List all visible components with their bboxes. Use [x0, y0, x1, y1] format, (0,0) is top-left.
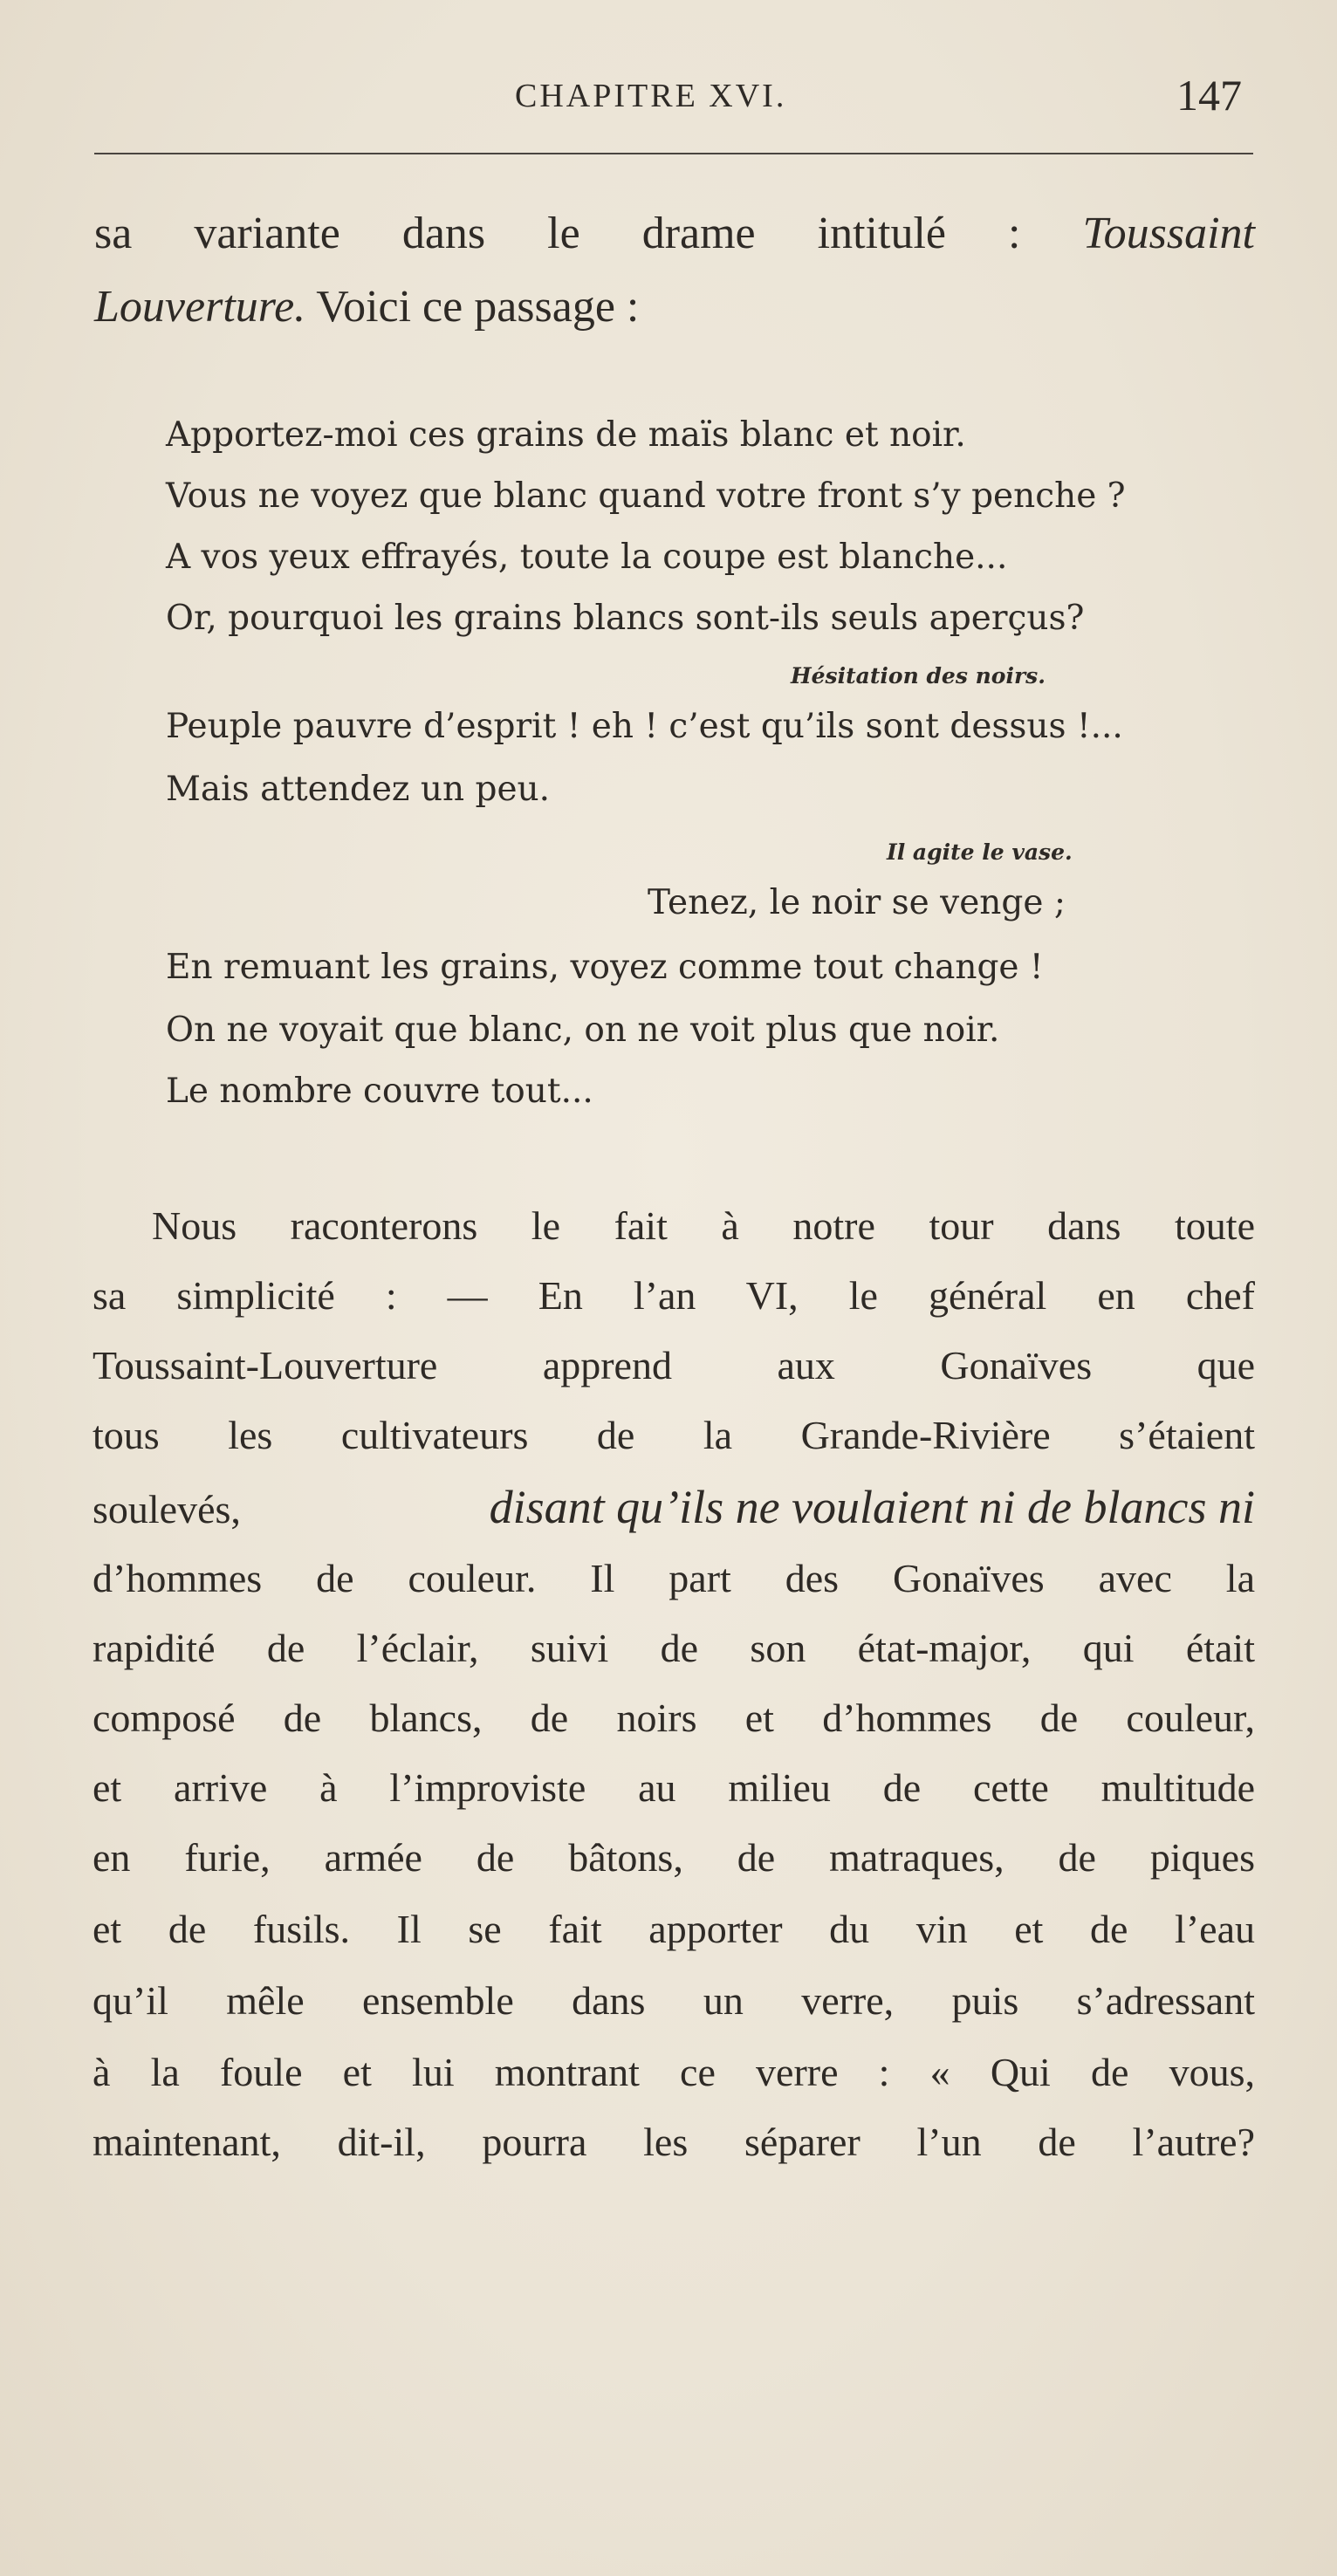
paragraph-line-11: et de fusils. Il se fait apporter du vin et de l’eau	[93, 1907, 1255, 1951]
intro-word: le	[547, 209, 580, 258]
paragraph-line-10: en furie, armée de bâtons, de matraques, de piques	[93, 1835, 1255, 1880]
page-number: 147	[1176, 71, 1242, 120]
verse-line-9: On ne voyait que blanc, on ne voit plus que noir.	[166, 1011, 1000, 1050]
intro-word: intitulé	[817, 209, 946, 258]
paragraph-line-12: qu’il mêle ensemble dans un verre, puis s’adressant	[93, 1978, 1255, 2023]
intro-title-italic: Toussaint	[1082, 209, 1255, 258]
intro-line-2-rest: Voici ce passage :	[316, 282, 640, 332]
intro-title-italic-2: Louverture.	[94, 282, 306, 332]
verse-line-6: Mais attendez un peu.	[166, 770, 551, 809]
verse-line-5: Peuple pauvre d’esprit ! eh ! c’est qu’ils sont dessus !...	[166, 707, 1123, 746]
verse-line-2: Vous ne voyez que blanc quand votre front s’y penche ?	[166, 476, 1126, 516]
verse-line-7: Tenez, le noir se venge ;	[648, 883, 1066, 922]
intro-word: dans	[401, 209, 486, 258]
paragraph-line-1: Nous raconterons le fait à notre tour dans toute	[152, 1203, 1255, 1248]
verse-line-10: Le nombre couvre tout...	[166, 1072, 593, 1111]
paragraph-line-8: composé de blancs, de noirs et d’hommes de couleur,	[93, 1696, 1255, 1740]
verse-line-3: A vos yeux effrayés, toute la coupe est blanche...	[166, 538, 1008, 577]
verse-line-1: Apportez-moi ces grains de maïs blanc et noir.	[166, 415, 966, 455]
paragraph-line-6: d’hommes de couleur. Il part des Gonaïves avec la	[93, 1556, 1255, 1600]
stage-direction-1: Hésitation des noirs.	[791, 663, 1046, 689]
paragraph-line-4: tous les cultivateurs de la Grande-Rivière s’étaient	[93, 1413, 1255, 1457]
intro-word: drame	[641, 209, 756, 258]
paragraph-line-9: et arrive à l’improviste au milieu de cette multitude	[93, 1765, 1255, 1810]
intro-word: :	[1008, 209, 1021, 258]
intro-line-2	[94, 281, 639, 332]
paragraph-line-5-roman: soulevés,	[93, 1487, 241, 1531]
paragraph-line-2: sa simplicité : — En l’an VI, le général en chef	[93, 1273, 1255, 1318]
paragraph-line-3: Toussaint-Louverture apprend aux Gonaïves que	[93, 1343, 1255, 1387]
intro-word: variante	[194, 209, 340, 258]
intro-word: sa	[94, 209, 133, 258]
paragraph-line-13: à la foule et lui montrant ce verre : « Qui de vous,	[93, 2050, 1255, 2094]
paragraph-line-5-italic: disant qu’ils ne voulaient ni de blancs ni	[489, 1481, 1255, 1533]
intro-line-1	[94, 208, 1255, 259]
verse-line-8: En remuant les grains, voyez comme tout change !	[166, 948, 1044, 987]
header-rule	[94, 153, 1253, 154]
verse-line-4: Or, pourquoi les grains blancs sont-ils seuls aperçus?	[166, 599, 1085, 638]
paragraph-line-14: maintenant, dit-il, pourra les séparer l’un de l’autre?	[93, 2120, 1255, 2164]
paragraph-line-7: rapidité de l’éclair, suivi de son état-major, qui était	[93, 1626, 1255, 1670]
stage-direction-2: Il agite le vase.	[887, 839, 1073, 865]
running-header-title: CHAPITRE XVI.	[515, 78, 787, 114]
paragraph-line-5	[93, 1480, 1255, 1534]
